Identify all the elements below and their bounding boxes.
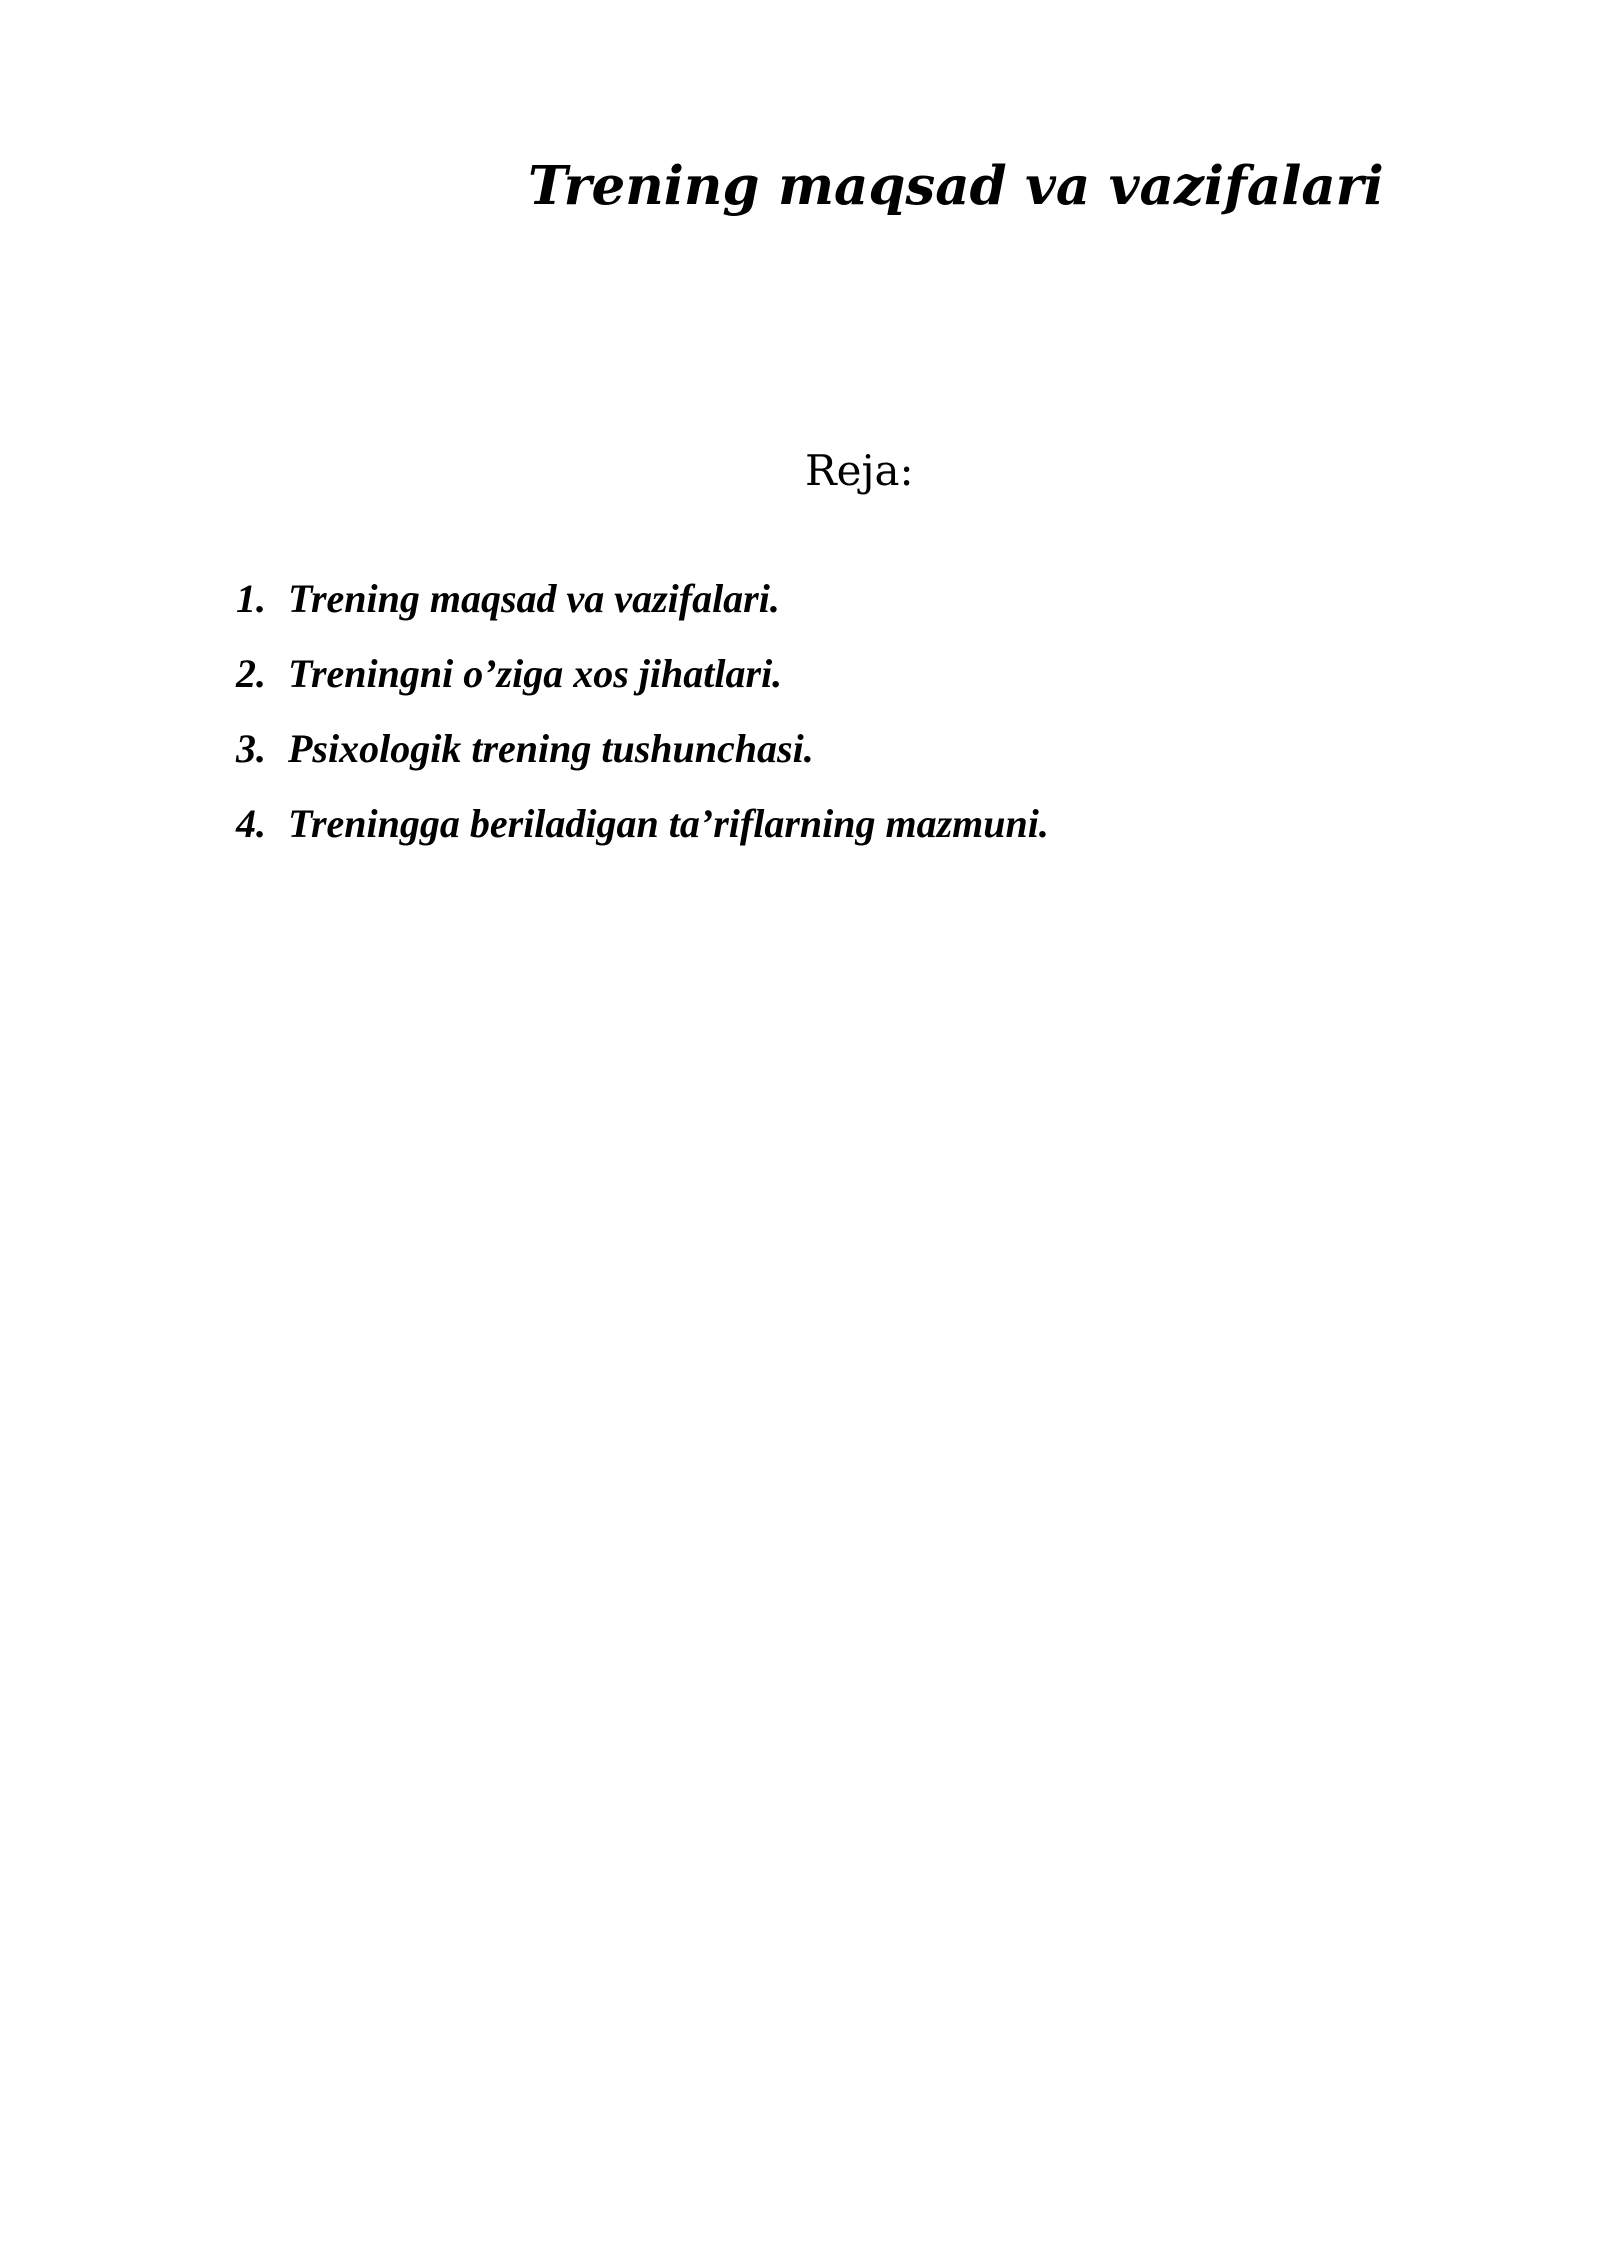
plan-item-text: Psixologik trening tushunchasi. bbox=[288, 726, 814, 771]
plan-item bbox=[236, 715, 1049, 790]
plan-item-text: Treningga beriladigan ta’riflarning mazmuni. bbox=[288, 801, 1049, 846]
plan-item-text: Trening maqsad va vazifalari. bbox=[288, 576, 780, 621]
plan-list bbox=[236, 565, 1049, 865]
plan-item bbox=[236, 640, 1049, 715]
plan-item-number: 3. bbox=[236, 726, 266, 771]
plan-heading: Reja: bbox=[805, 446, 914, 495]
plan-item bbox=[236, 565, 1049, 640]
plan-item-text: Treningni o’ziga xos jihatlari. bbox=[288, 651, 783, 696]
document-title: Trening maqsad va vazifalari bbox=[528, 155, 1384, 217]
plan-item-number: 1. bbox=[236, 576, 266, 621]
plan-item bbox=[236, 790, 1049, 865]
plan-item-number: 2. bbox=[236, 651, 266, 696]
plan-item-number: 4. bbox=[236, 801, 266, 846]
